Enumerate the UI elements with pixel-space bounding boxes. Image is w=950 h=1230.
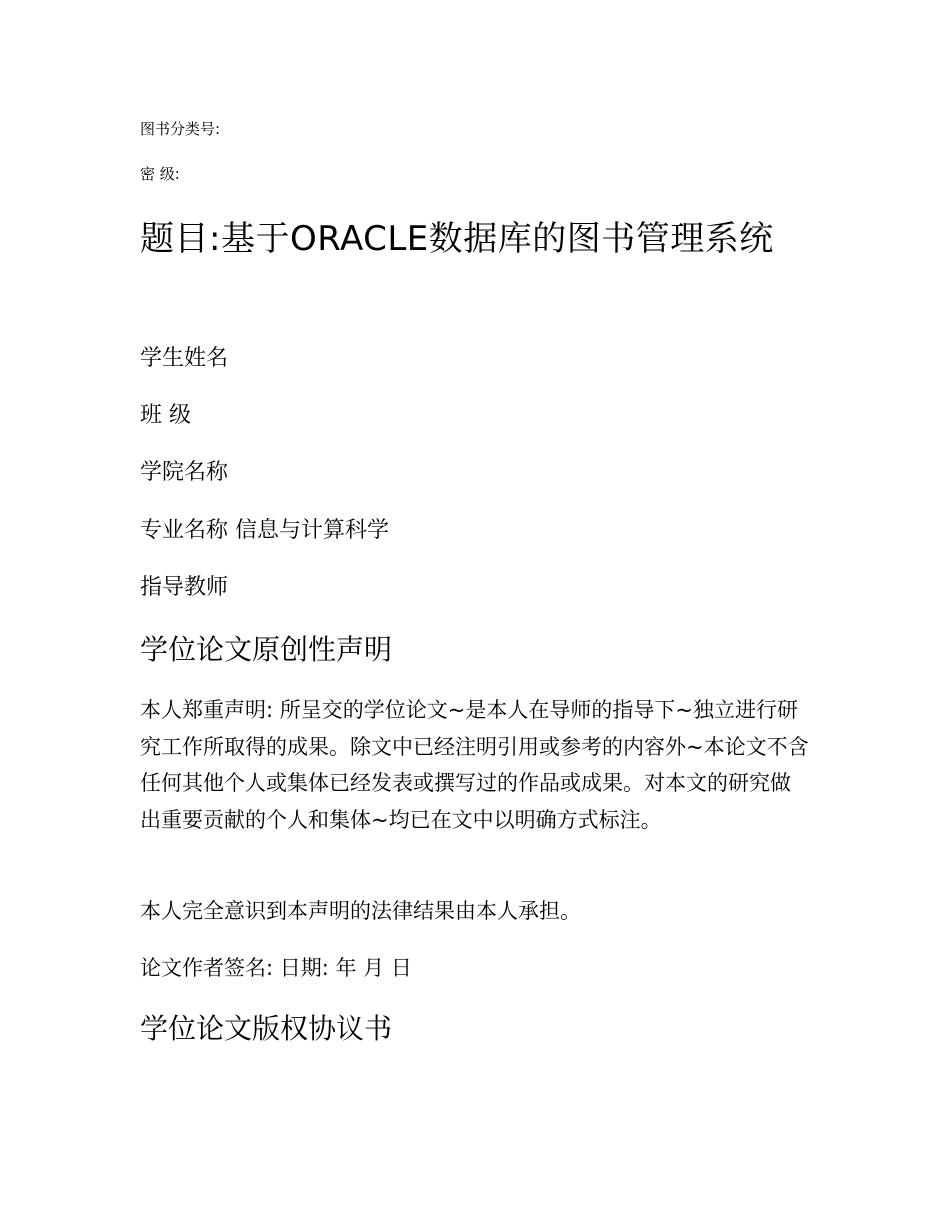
classification-number-label: 图书分类号:: [140, 120, 221, 138]
advisor-field: 指导教师: [140, 575, 229, 600]
security-level-label: 密 级:: [140, 165, 180, 183]
class-field: 班 级: [140, 403, 191, 428]
signature-date-line: 论文作者签名: 日期: 年 月 日: [140, 956, 412, 980]
college-field: 学院名称: [140, 460, 229, 485]
student-name-field: 学生姓名: [140, 346, 229, 371]
thesis-title: 题目:基于ORACLE数据库的图书管理系统: [140, 219, 774, 259]
originality-heading: 学位论文原创性声明: [140, 633, 393, 666]
copyright-agreement-heading: 学位论文版权协议书: [140, 1012, 393, 1045]
document-page: [140, 0, 820, 1230]
originality-statement: 本人郑重声明: 所呈交的学位论文~是本人在导师的指导下~独立进行研究工作所取得的成果。除文中已经注明引用或参考的内容外~本论文不含任何其他个人或集体已经发表或撰写过的作品或成果。对本文的研究做出重要贡献的个人和集体~均已在文中以明确方式标注。: [140, 698, 809, 832]
major-field: 专业名称 信息与计算科学: [140, 518, 389, 543]
awareness-statement: 本人完全意识到本声明的法律结果由本人承担。: [140, 899, 581, 923]
